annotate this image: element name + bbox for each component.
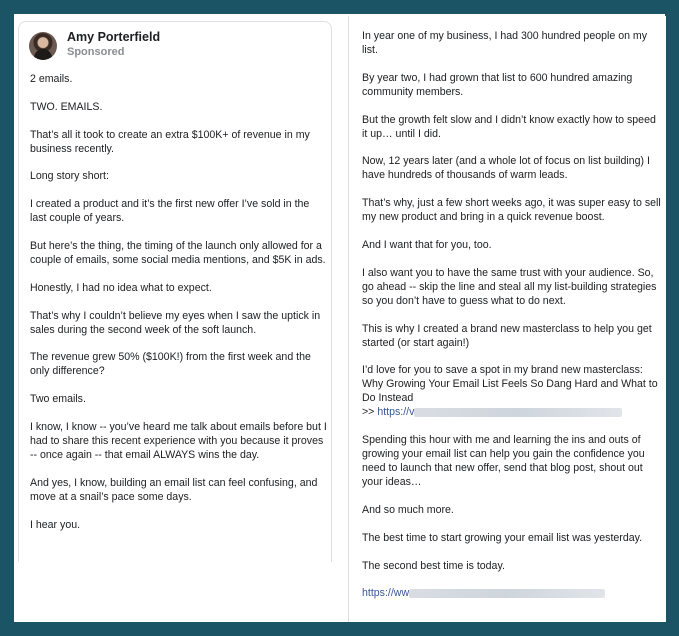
sponsored-label[interactable]: Sponsored <box>67 46 125 58</box>
author-avatar[interactable] <box>29 32 57 60</box>
post-paragraph: The best time to start growing your email list was yesterday. <box>362 531 643 544</box>
post-paragraph: Honestly, I had no idea what to expect. <box>30 281 212 294</box>
post-paragraph: I know, I know -- you’ve heard me talk about emails before but I had to share this recent experience with you because it proves -- once again -- that email ALWAYS wins the day. <box>30 420 327 461</box>
post-paragraph: TWO. EMAILS. <box>30 100 103 113</box>
post-paragraph: But here’s the thing, the timing of the launch only allowed for a couple of emails, some social media mentions, and $5K in ads. <box>30 239 326 266</box>
post-paragraph: That’s why I couldn’t believe my eyes when I saw the uptick in sales during the second week of the soft launch. <box>30 309 321 336</box>
author-name[interactable]: Amy Porterfield <box>67 30 161 44</box>
post-paragraph: The revenue grew 50% ($100K!) from the first week and the only difference? <box>30 351 311 378</box>
post-paragraph: In year one of my business, I had 300 hundred people on my list. <box>362 30 648 56</box>
post-paragraph: I created a product and it’s the first new offer I’ve sold in the last couple of years. <box>30 198 310 225</box>
bottom-link-paragraph <box>362 586 662 600</box>
post-paragraph: Long story short: <box>30 170 109 183</box>
post-paragraph: And I want that for you, too. <box>362 238 492 251</box>
post-paragraph: Now, 12 years later (and a whole lot of focus on list building) I have hundreds of thousands of warm leads. <box>362 155 650 182</box>
post-paragraph: That’s all it took to create an extra $100K+ of revenue in my business recently. <box>30 128 310 155</box>
ad-post-card-left <box>18 21 332 562</box>
post-paragraph: I hear you. <box>30 518 81 531</box>
post-paragraph: But the growth felt slow and I didn’t know exactly how to speed it up… until I did. <box>362 113 656 140</box>
post-paragraph: I also want you to have the same trust with your audience. So, go ahead -- skip the line and steal all my list-building strategies so you don’t have to guess what to do next. <box>362 266 657 307</box>
post-body-right <box>362 29 662 614</box>
post-paragraph: The second best time is today. <box>362 559 505 572</box>
post-paragraph: And so much more. <box>362 503 454 516</box>
post-paragraph: Two emails. <box>30 393 86 406</box>
post-paragraph: That’s why, just a few short weeks ago, it was super easy to sell my new product and bring in a quick revenue boost. <box>362 197 661 224</box>
redacted-url-blur <box>409 589 605 598</box>
screenshot-canvas <box>14 14 665 622</box>
masterclass-paragraph <box>362 363 662 419</box>
post-paragraph: And yes, I know, building an email list can feel confusing, and move at a snail’s pace some days. <box>30 476 318 503</box>
link-prefix: >> <box>362 406 378 419</box>
ad-post-continuation-right <box>348 16 666 622</box>
redacted-url-blur <box>414 408 622 417</box>
post-body-left <box>30 72 328 545</box>
masterclass-intro: I’d love for you to save a spot in my brand new masterclass: Why Growing Your Email List Feels So Dang Hard and What to Do Instead <box>362 364 658 405</box>
bottom-link[interactable]: https://ww <box>362 587 410 600</box>
post-paragraph: This is why I created a brand new masterclass to help you get started (or start again!) <box>362 322 652 349</box>
post-paragraph: Spending this hour with me and learning the ins and outs of growing your email list can help you gain the confidence you need to launch that new offer, send that blog post, shout out your ideas… <box>362 434 645 489</box>
post-paragraph: By year two, I had grown that list to 600 hundred amazing community members. <box>362 71 633 98</box>
post-paragraph: 2 emails. <box>30 73 73 85</box>
masterclass-link[interactable]: https://v <box>377 406 415 419</box>
